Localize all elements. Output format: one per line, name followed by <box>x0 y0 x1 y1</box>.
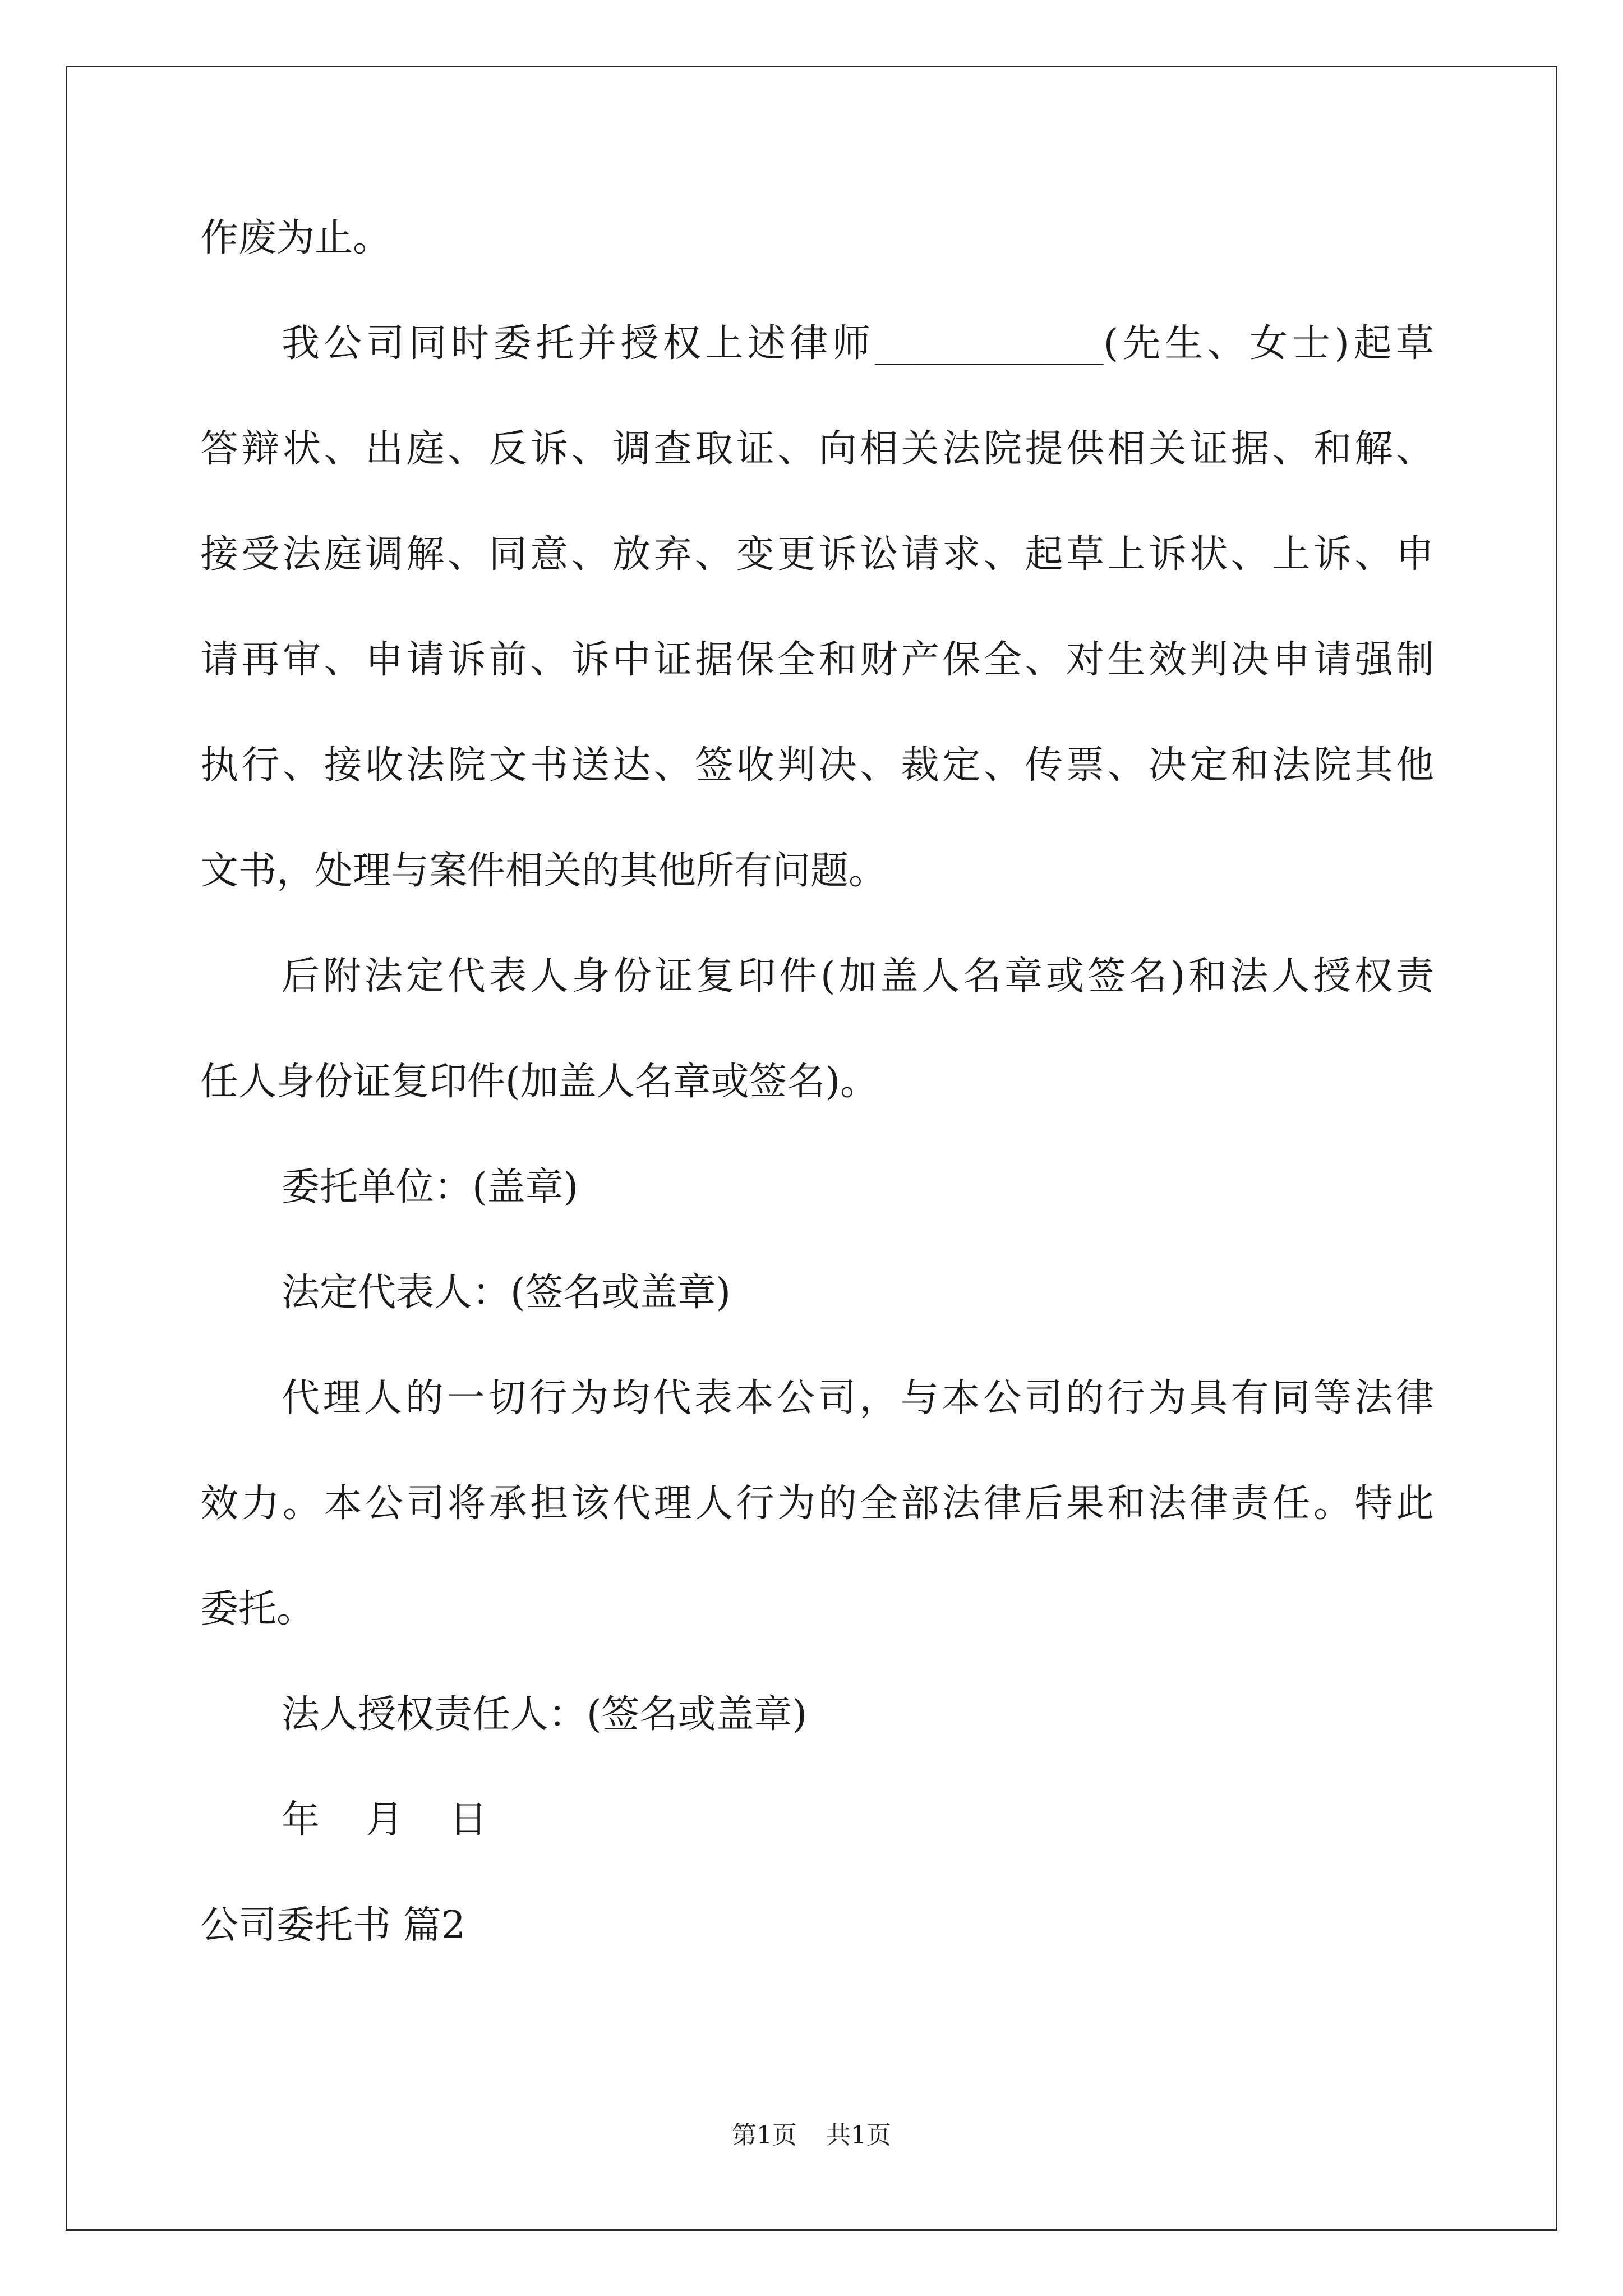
date-line <box>282 1795 487 1846</box>
paragraph-line: 请再审、申请诉前、诉中证据保全和财产保全、对生效判决申请强制 <box>200 638 1434 682</box>
paragraph-line: 委托单位：(盖章) <box>282 1165 579 1209</box>
paragraph-line: 作废为止。 <box>200 216 391 260</box>
paragraph-line: 接受法庭调解、同意、放弃、变更诉讼请求、起草上诉状、上诉、申 <box>200 532 1434 577</box>
paragraph-line: 执行、接收法院文书送达、签收判决、裁定、传票、决定和法院其他 <box>200 743 1434 788</box>
paragraph-line: 代理人的一切行为均代表本公司，与本公司的行为具有同等法律 <box>282 1376 1434 1420</box>
date-month: 月 <box>365 1798 404 1842</box>
paragraph-line: 任人身份证复印件(加盖人名章或签名)。 <box>200 1060 879 1104</box>
paragraph-line: 法定代表人：(签名或盖章) <box>282 1271 731 1315</box>
section-heading: 公司委托书 篇2 <box>200 1903 465 1948</box>
page-footer <box>0 2119 1623 2152</box>
paragraph-line: 法人授权责任人：(签名或盖章) <box>282 1692 808 1737</box>
date-day: 日 <box>449 1798 488 1842</box>
paragraph-line: 效力。本公司将承担该代理人行为的全部法律后果和法律责任。特此 <box>200 1481 1434 1526</box>
paragraph-line: 后附法定代表人身份证复印件(加盖人名章或签名)和法人授权责 <box>282 954 1434 999</box>
page-number: 第1页 <box>732 2121 797 2150</box>
page-total: 共1页 <box>826 2121 891 2150</box>
paragraph-line: 委托。 <box>200 1587 315 1631</box>
paragraph-line: 我公司同时委托并授权上述律师____________(先生、女士)起草 <box>282 321 1434 366</box>
date-year: 年 <box>282 1798 320 1842</box>
paragraph-line: 文书，处理与案件相关的其他所有问题。 <box>200 849 887 893</box>
paragraph-line: 答辩状、出庭、反诉、调查取证、向相关法院提供相关证据、和解、 <box>200 427 1434 471</box>
